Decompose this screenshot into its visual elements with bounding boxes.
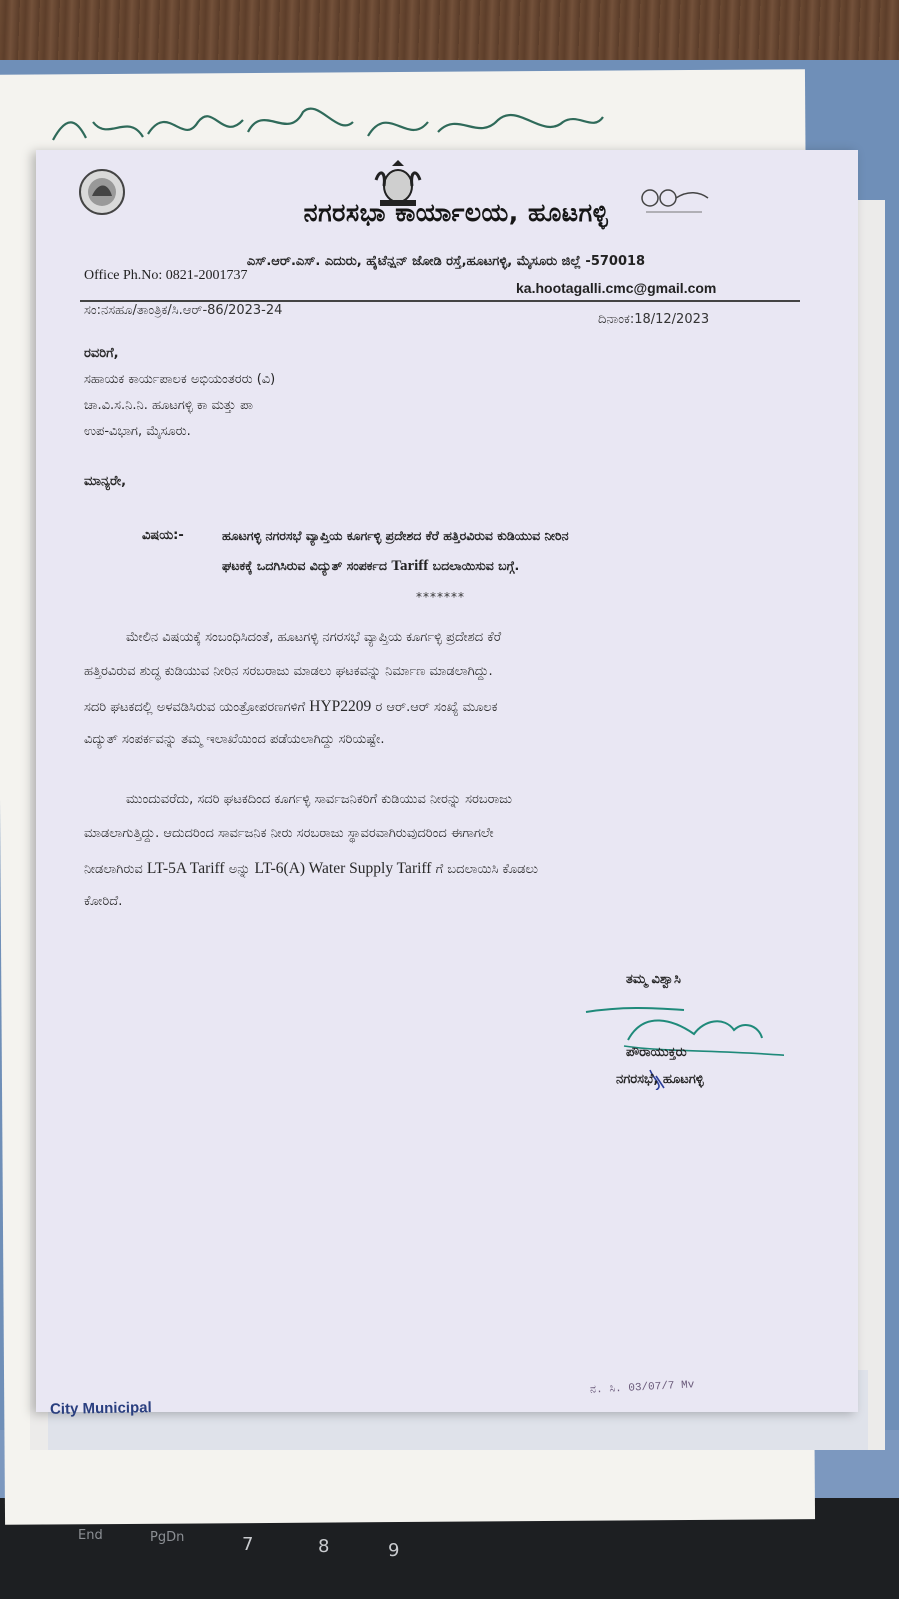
- keyboard-key-7: 7: [242, 1534, 254, 1555]
- greeting: ಮಾನ್ಯರೇ,: [84, 474, 127, 489]
- office-email: ka.hootagalli.cmc@gmail.com: [516, 280, 717, 296]
- back-sheet-footer-text: City Municipal: [49, 1399, 152, 1418]
- signatory-title: ಪೌರಾಯುಕ್ತರು: [626, 1045, 687, 1060]
- signatory-office: ನಗರಸಭೆ, ಹೂಟಗಳ್ಳಿ: [616, 1072, 704, 1087]
- recipient-line: ಚಾ.ವಿ.ಸ.ನಿ.ನಿ. ಹೂಟಗಳ್ಳಿ ಕಾ ಮತ್ತು ಪಾ: [84, 398, 253, 413]
- sign-off: ತಮ್ಮ ವಿಶ್ವಾಸಿ: [626, 972, 681, 987]
- body-line: ವಿದ್ಯುತ್ ಸಂಪರ್ಕವನ್ನು ತಮ್ಮ ಇಲಾಖೆಯಿಂದ ಪಡೆಯಲಾಗಿದ್ದು ಸರಿಯಷ್ಟೇ.: [84, 732, 385, 747]
- body-line: ಕೋರಿದೆ.: [84, 894, 123, 909]
- separator-stars: *******: [416, 590, 465, 604]
- municipal-logo-icon: [78, 168, 126, 216]
- body-line: ಮೇಲಿನ ವಿಷಯಕ್ಕೆ ಸಂಬಂಧಿಸಿದಂತೆ, ಹೂಟಗಳ್ಳಿ ನಗರಸಭೆ ವ್ಯಾಪ್ತಿಯ ಕೂರ್ಗಳ್ಳಿ ಪ್ರದೇಶದ ಕೆರೆ: [126, 630, 502, 645]
- keyboard-key-end: End: [78, 1528, 103, 1543]
- letter-date: ದಿನಾಂಕ:18/12/2023: [598, 312, 710, 327]
- keyboard-key-9: 9: [388, 1540, 400, 1561]
- letter-page: [36, 150, 858, 1412]
- keyboard-key-pgdn: PgDn: [150, 1530, 185, 1545]
- stamp-scribble: ನ. ಸಿ. 03/07/7 Mv: [589, 1379, 695, 1397]
- recipient-salutation: ರವರಿಗೆ,: [84, 346, 119, 361]
- body-line: ಸದರಿ ಘಟಕದಲ್ಲಿ ಅಳವಡಿಸಿರುವ ಯಂತ್ರೋಪರಣಗಳಿಗೆ HYP2209 ರ ಆರ್.ಆರ್ ಸಂಖ್ಯೆ ಮೂಲಕ: [84, 698, 498, 715]
- subject-line: ಘಟಕಕ್ಕೆ ಒದಗಿಸಿರುವ ವಿದ್ಯುತ್ ಸಂಪರ್ಕದ Tariff ಬದಲಾಯಿಸುವ ಬಗ್ಗೆ.: [222, 558, 520, 574]
- office-title: ನಗರಸಭಾ ಕಾರ್ಯಾಲಯ, ಹೂಟಗಳ್ಳಿ: [303, 198, 609, 227]
- office-address: ಎಸ್.ಆರ್.ಎಸ್. ಎದುರು, ಹೈಟೆನ್ಷನ್ ಜೋಡಿ ರಸ್ತೆ,ಹೂಟಗಳ್ಳಿ, ಮೈಸೂರು ಜಿಲ್ಲೆ -570018: [246, 254, 646, 269]
- office-phone: Office Ph.No: 0821-2001737: [84, 268, 248, 283]
- body-line: ನೀಡಲಾಗಿರುವ LT-5A Tariff ಅನ್ನು LT-6(A) Water Supply Tariff ಗೆ ಬದಲಾಯಿಸಿ ಕೊಡಲು: [84, 860, 538, 877]
- recipient-line: ಉಪ-ವಿಭಾಗ, ಮೈಸೂರು.: [84, 424, 191, 439]
- keyboard-key-8: 8: [318, 1536, 330, 1557]
- letterhead-divider: [80, 300, 800, 302]
- subject-label: ವಿಷಯ:-: [142, 528, 184, 543]
- subject-line: ಹೂಟಗಳ್ಳಿ ನಗರಸಭೆ ವ್ಯಾಪ್ತಿಯ ಕೂರ್ಗಳ್ಳಿ ಪ್ರದೇಶದ ಕೆರೆ ಹತ್ತಿರವಿರುವ ಕುಡಿಯುವ ನೀರಿನ: [222, 528, 569, 543]
- reference-number: ಸಂ:ನಸಹೂ/ತಾಂತ್ರಿಕ/ಸಿ.ಆರ್-86/2023-24: [84, 303, 283, 318]
- body-line: ಹತ್ತಿರವಿರುವ ಶುದ್ಧ ಕುಡಿಯುವ ನೀರಿನ ಸರಬರಾಜು ಮಾಡಲು ಘಟಕವನ್ನು ನಿರ್ಮಾಣ ಮಾಡಲಾಗಿದ್ದು.: [84, 664, 493, 679]
- body-line: ಮುಂದುವರೆದು, ಸದರಿ ಘಟಕದಿಂದ ಕೂರ್ಗಳ್ಳಿ ಸಾರ್ವಜನಿಕರಿಗೆ ಕುಡಿಯುವ ನೀರನ್ನು ಸರಬರಾಜು: [126, 792, 513, 807]
- body-line: ಮಾಡಲಾಗುತ್ತಿದ್ದು. ಆದುದರಿಂದ ಸಾರ್ವಜನಿಕ ನೀರು ಸರಬರಾಜು ಸ್ಥಾವರವಾಗಿರುವುದರಿಂದ ಈಗಾಗಲೇ: [84, 826, 494, 841]
- recipient-line: ಸಹಾಯಕ ಕಾರ್ಯಪಾಲಕ ಅಭಿಯಂತರರು (ವಿ): [84, 372, 276, 387]
